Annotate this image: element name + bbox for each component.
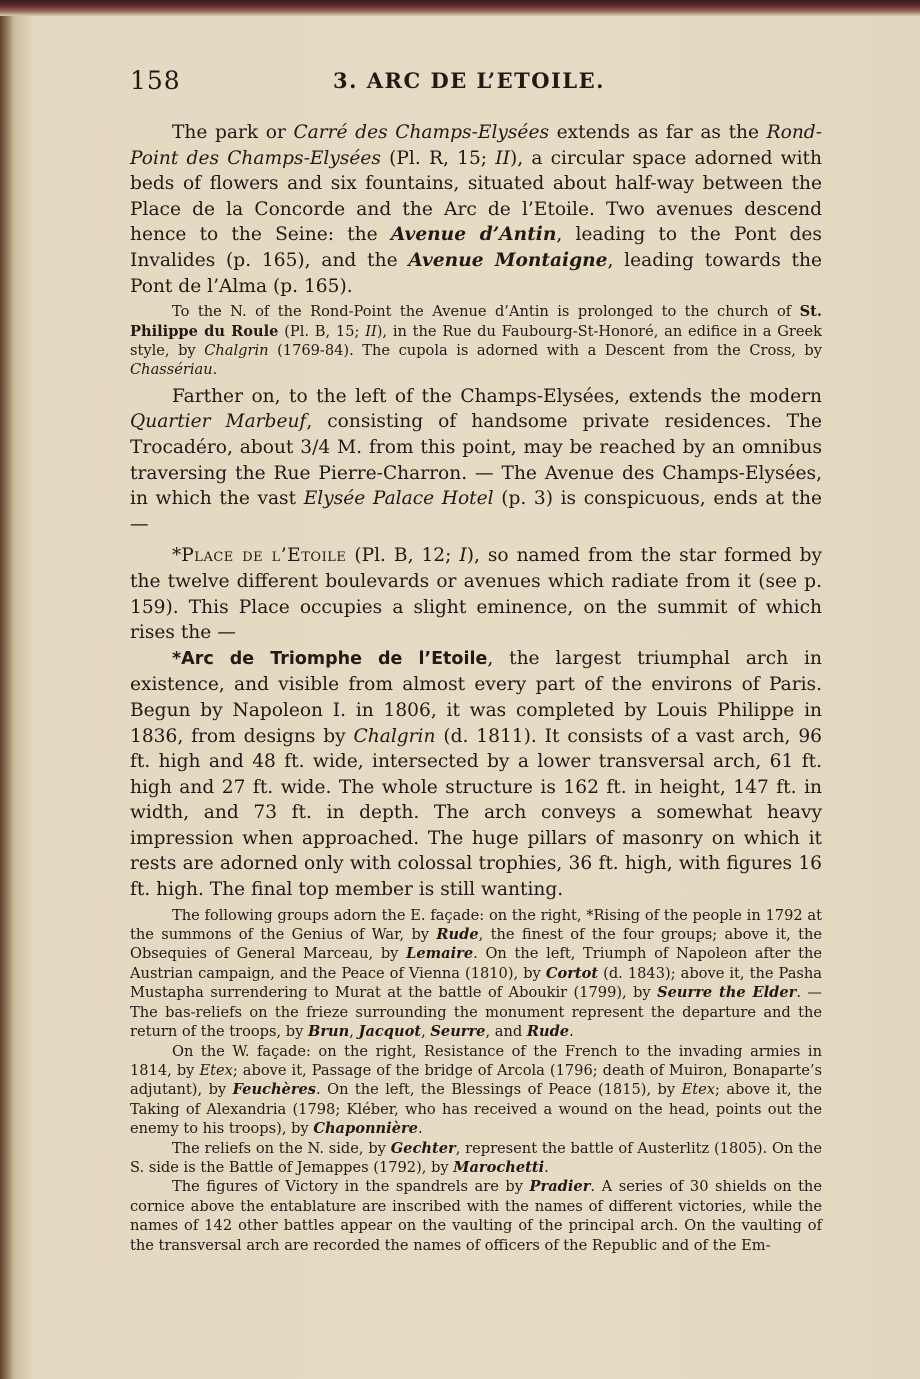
running-title: 3. ARC DE L’ETOILE. xyxy=(333,68,605,93)
page-text xyxy=(130,62,822,1259)
paragraph-arc-de-triomphe: *Arc de Triomphe de l’Etoile, the largest triumphal arch in existence, and visible from almost every part of the environs of Paris. Begun by Napoleon I. in 1806, it was completed by Louis Philippe in 1836, from designs by Chalgrin (d. 1811). It consists of a vast arch, 96 ft. high and 48 ft. wide, intersected by a lower transversal arch, 61 ft. high and 27 ft. wide. The whole structure is 162 ft. in height, 147 ft. in width, and 73 ft. in depth. The arch conveys a somewhat heavy impression when approached. The huge pillars of masonry on which it rests are adorned only with colossal trophies, 36 ft. high, with figures 16 ft. high. The final top member is still wanting. xyxy=(130,647,822,901)
paragraph-place-etoile: *Place de l’Etoile (Pl. B, 12; I), so named from the star formed by the twelve different boulevards or avenues which radiate from it (see p. 159). This Place occupies a slight eminence, on the summit of which rises the — xyxy=(130,545,823,644)
page-header xyxy=(130,62,822,102)
small-text-1 xyxy=(130,302,822,380)
main-text-1 xyxy=(130,120,822,299)
note-victory-figures: The figures of Victory in the spandrels are by Pradier. A series of 30 shields on the cornice above the entablature are inscribed with the names of different victories, while the names of 142 other battles appear on the vaulting of the principal arch. On the vaulting of the transversal arch are recorded the names of officers of the Republic and of the Em- xyxy=(130,1178,822,1254)
note-st-philippe: To the N. of the Rond-Point the Avenue d’Antin is prolonged to the church of St. Philippe du Roule (Pl. B, 15; II), in the Rue du Faubourg-St-Honoré, an edifice in a Greek style, by Chalgrin (1769-84). The cupola is adorned with a Descent from the Cross, by Chassériau. xyxy=(130,303,823,379)
book-binding-edge xyxy=(0,0,920,16)
note-east-facade: The following groups adorn the E. façade: on the right, *Rising of the people in 1792 at the summons of the Genius of War, by Rude, the finest of the four groups; above it, the Obsequies of General Marceau, by Lemaire. On the left, Triumph of Napoleon after the Austrian campaign, and the Peace of Vienna (1810), by Cortot (d. 1843); above it, the Pasha Mustapha surrendering to Murat at the battle of Aboukir (1799), by Seurre the Elder. — The bas-reliefs on the frieze surrounding the monument represent the departure and the return of the troops, by Brun, Jacquot, Seurre, and Rude. xyxy=(130,906,823,1041)
note-west-facade: On the W. façade: on the right, Resistance of the French to the invading armies in 1814, by Etex; above it, Passage of the bridge of Arcola (1796; death of Muiron, Bonaparte’s adjutant), by Feuchères. On the left, the Blessings of Peace (1815), by Etex; above it, the Taking of Alexandria (1798; Kléber, who has received a wound on the head, points out the enemy to his troops), by Chaponnière. xyxy=(130,1042,822,1138)
page-number: 158 xyxy=(130,66,181,95)
note-north-south-sides: The reliefs on the N. side, by Gechter, represent the battle of Austerlitz (1805). On the S. side is the Battle of Jemappes (1792), by Marochetti. xyxy=(130,1139,823,1176)
paragraph-marbeuf: Farther on, to the left of the Champs-Elysées, extends the modern Quartier Marbeuf, consisting of handsome private residences. The Trocadéro, about 3/4 M. from this point, may be reached by an omnibus traversing the Rue Pierre-Charron. — The Avenue des Champs-Elysées, in which the vast Elysée Palace Hotel (p. 3) is conspicuous, ends at the — xyxy=(130,385,822,535)
paragraph-champs-elysees: The park or Carré des Champs-Elysées extends as far as the Rond-Point des Champs-Elysées (Pl. R, 15; II), a circular space adorned with beds of flowers and six fountains, situated about half-way between the Place de la Concorde and the Arc de l’Etoile. Two avenues descend hence to the Seine: the Avenue d’Antin, leading to the Pont des Invalides (p. 165), and the Avenue Montaigne, leading towards the Pont de l’Alma (p. 165). xyxy=(130,122,822,297)
small-text-2 xyxy=(130,906,822,1255)
main-text-2 xyxy=(130,384,822,903)
